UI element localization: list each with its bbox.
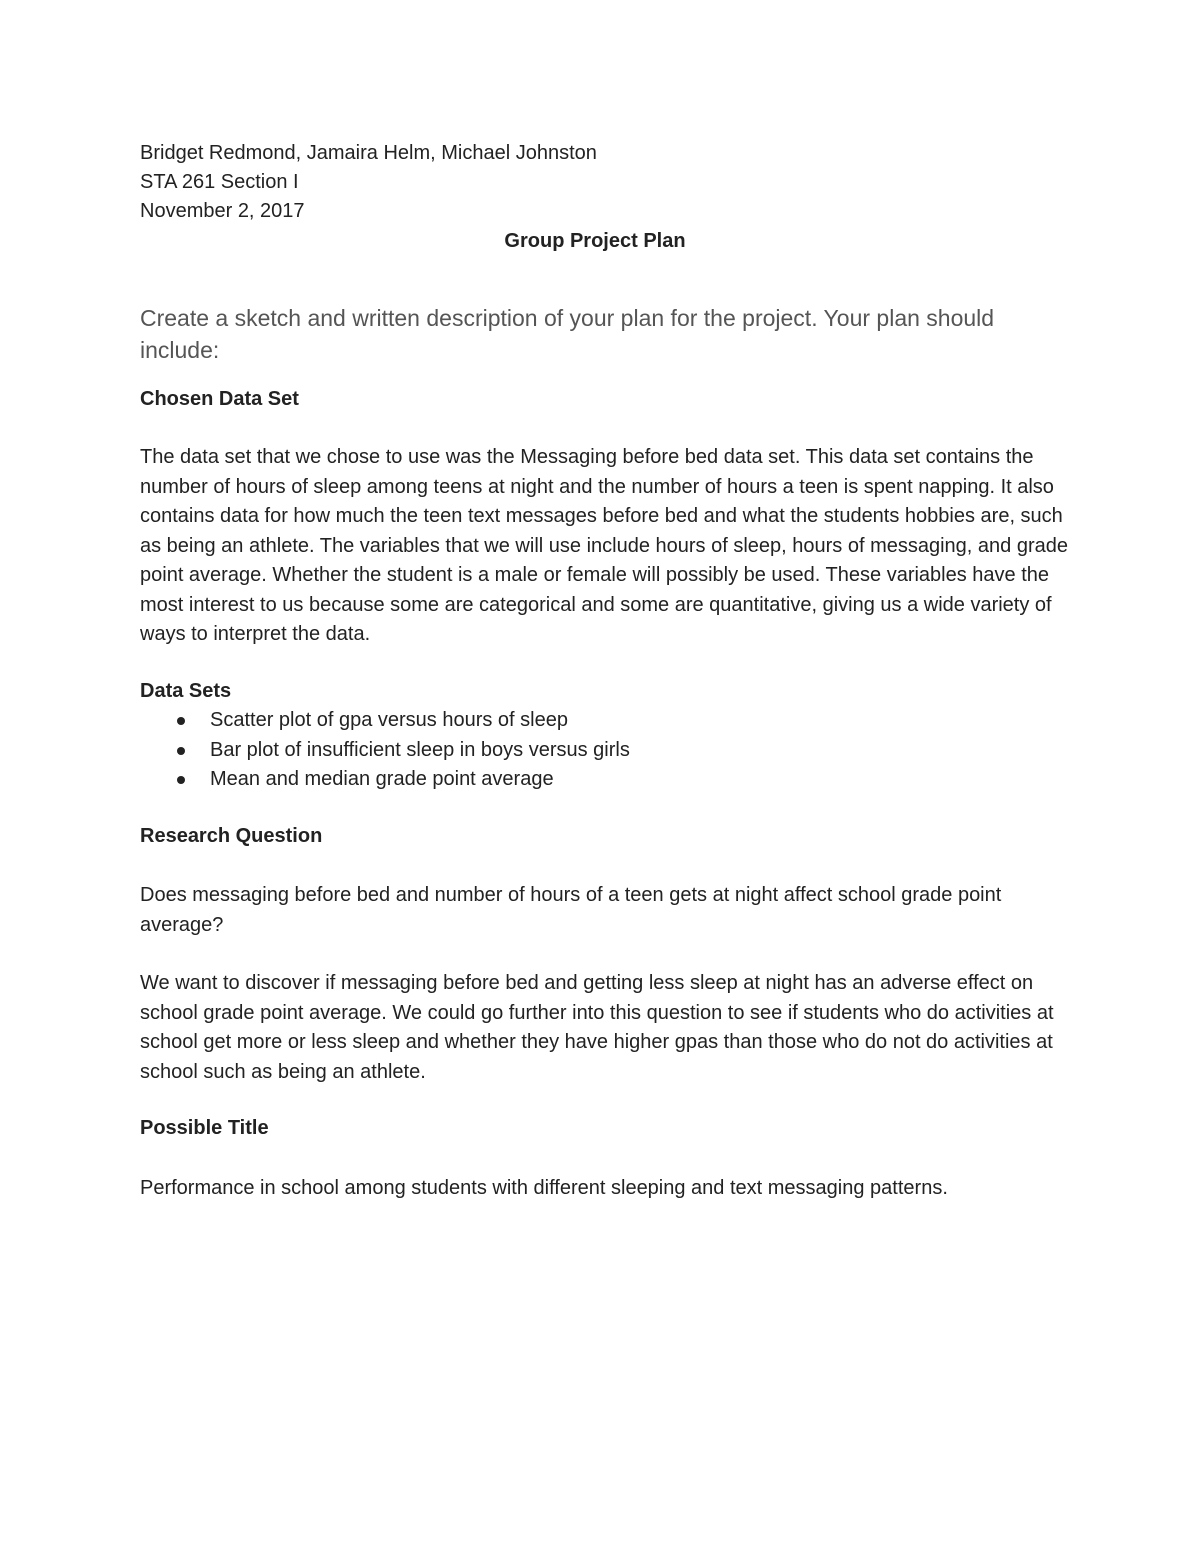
bullet-icon bbox=[177, 776, 185, 784]
instructions-text: Create a sketch and written description of your plan for the project. Your plan should include: bbox=[140, 305, 995, 363]
date-line: November 2, 2017 bbox=[140, 200, 305, 222]
list-item-label: Mean and median grade point average bbox=[210, 768, 554, 790]
list-item bbox=[140, 706, 630, 736]
research-question-paragraph: We want to discover if messaging before bed and getting less sleep at night has an adverse effect on school grade point average. We could go further into this question to see if students who do activities at school get more or less sleep and whether they have higher gpas than those who do not do activities at school such as being an athlete. bbox=[140, 972, 1054, 1083]
bullet-icon bbox=[177, 747, 185, 755]
list-item bbox=[140, 765, 630, 795]
data-sets-list bbox=[140, 706, 630, 795]
section-heading-chosen-data-set: Chosen Data Set bbox=[140, 388, 299, 410]
section-heading-data-sets: Data Sets bbox=[140, 680, 232, 702]
section-heading-research-question: Research Question bbox=[140, 825, 323, 847]
chosen-data-set-paragraph: The data set that we chose to use was the Messaging before bed data set. This data set contains the number of hours of sleep among teens at night and the number of hours a teen is spent napping. It also contains data for how much the teen text messages before bed and what the students hobbies are, such as being an athlete. The variables that we will use include hours of sleep, hours of messaging, and grade point average. Whether the student is a male or female will possibly be used. These variables have the most interest to us because some are categorical and some are quantitative, giving us a wide variety of ways to interpret the data. bbox=[140, 446, 1068, 645]
section-heading-possible-title: Possible Title bbox=[140, 1117, 269, 1139]
possible-title-text: Performance in school among students with different sleeping and text messaging patterns. bbox=[140, 1177, 948, 1199]
list-item bbox=[140, 736, 630, 766]
bullet-icon bbox=[177, 717, 185, 725]
list-item-label: Bar plot of insufficient sleep in boys versus girls bbox=[210, 738, 630, 761]
document-title: Group Project Plan bbox=[504, 230, 686, 252]
course-line: STA 261 Section I bbox=[140, 171, 299, 193]
research-question-text: Does messaging before bed and number of hours of a teen gets at night affect school grade point average? bbox=[140, 884, 1002, 936]
authors-line: Bridget Redmond, Jamaira Helm, Michael Johnston bbox=[140, 142, 597, 164]
list-item-label: Scatter plot of gpa versus hours of sleep bbox=[210, 709, 568, 731]
